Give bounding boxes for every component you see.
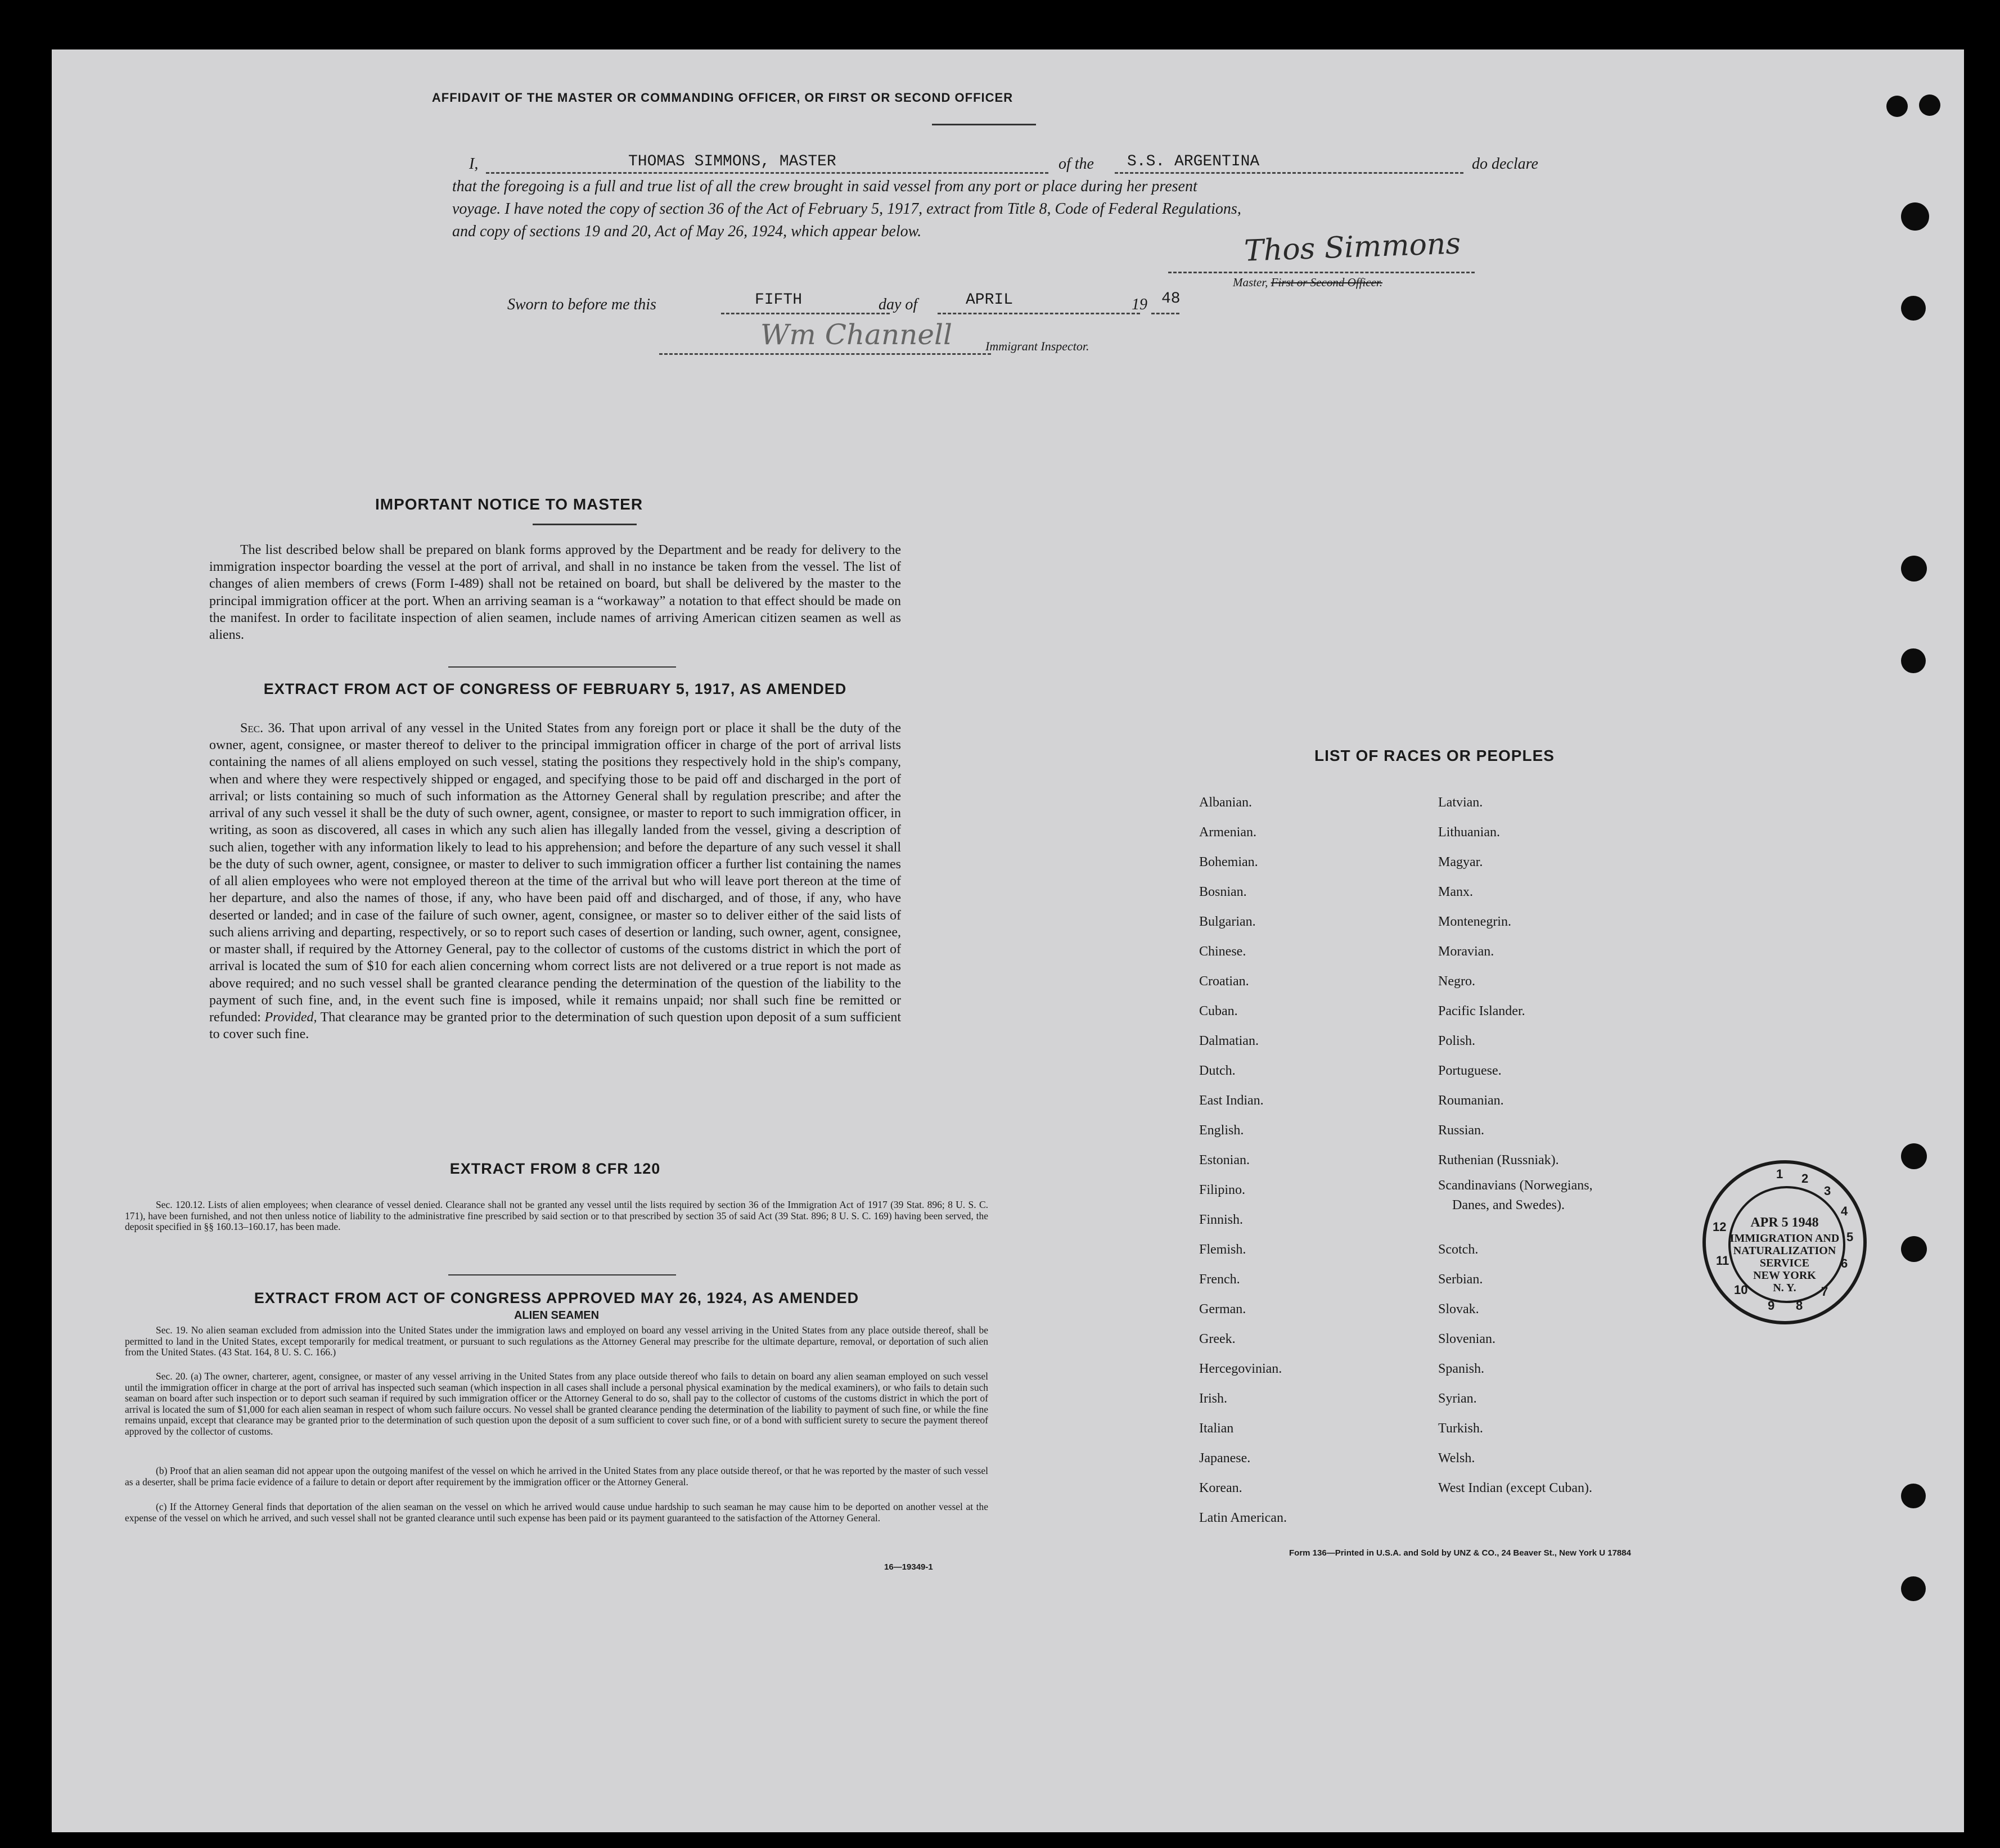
binder-hole [1901,1484,1926,1508]
binder-hole [1901,1236,1927,1262]
stamp-ring-number: 2 [1801,1171,1809,1186]
races-left-column [1199,788,1287,1533]
races-right-column [1438,788,1593,1503]
race-item: Irish. [1199,1391,1227,1406]
race-item: Bosnian. [1199,885,1247,899]
form-code: 16—19349-1 [884,1562,933,1572]
race-item: Croatian. [1199,974,1249,989]
year-prefix: 19 [1132,296,1147,313]
race-item: Greek. [1199,1332,1236,1346]
race-item: Hercegovinian. [1199,1362,1282,1376]
title-underline [932,124,1036,125]
race-item: Finnish. [1199,1213,1244,1227]
notice-title-rule [533,524,637,525]
race-item: Dutch. [1199,1063,1236,1078]
affidavit-title: AFFIDAVIT OF THE MASTER OR COMMANDING OFFICER, OR FIRST OR SECOND OFFICER [431,91,1013,105]
extract-1924-sec19: Sec. 19. No alien seaman excluded from admission into the United States under the immigration laws and employed on board any vessel arriving in the United States from any place outside thereof, shall be permitted to land in the United States, except temporarily for medical treatment, or pursuant to such regulations as the Attorney General may prescribe for the ultimate departure, removal, or deportation of such alien from the United States. (43 Stat. 164, 8 U. S. C. 166.) [125,1324,988,1358]
stamp-line-1: IMMIGRATION AND [1729,1232,1840,1245]
printer-note: Form 136—Printed in U.S.A. and Sold by UNZ & CO., 24 Beaver St., New York U 17884 [1289,1548,1631,1558]
extract-1924-sec20c: (c) If the Attorney General finds that deportation of the alien seaman on the vessel on which he arrived would cause undue hardship to such seaman he may cause him to be deported on another vessel at the expense of the vessel on which he arrived, and such vessel shall not be granted clearance until such expense has been paid or its payment guaranteed to the satisfaction of the Attorney General. [125,1501,988,1524]
affidavit-i: I, [469,155,479,173]
extract-1924-sec20a: Sec. 20. (a) The owner, charterer, agent, consignee, or master of any vessel arriving in the United States from any place outside thereof who fails to detain on board any alien seaman employed on such vessel until the immigration officer in charge at the port of arrival has inspected such seaman (which inspection in all cases shall include a personal physical examination by the medical examiners), or who fails to detain such seaman on board after such inspection or to deport such seaman if required by such immigration officer or the Attorney General to do so, shall pay to the collector of customs of the customs district in which the port of arrival is located the sum of $1,000 for each alien seaman in respect of whom such failure occurs. No vessel shall be granted clearance pending the determination of the liability to payment of such fine, or while the fine remains unpaid, except that clearance may be granted prior to the determination of such question upon the deposit of a sum sufficient to cover such fine, or of a bond with sufficient surety to secure the payment thereof approved by the collector of customs. [125,1371,988,1437]
sworn-label: Sworn to before me this [507,296,656,313]
binder-hole [1901,648,1926,673]
race-item: Danes, and Swedes). [1452,1198,1565,1213]
stamp-line-2: NATURALIZATION [1733,1245,1836,1257]
race-item: Polish. [1438,1034,1476,1048]
extract-1917-provided-tail: That clearance may be granted prior to the determination of such question upon deposit of a sum sufficient to cover such fine. [209,1009,901,1042]
extract-1917-text: That upon arrival of any vessel in the United States from any foreign port or place it shall be the duty of the owner, agent, consignee, or master thereof to deliver to the principal immigration officer in charge of the port of arrival lists containing the names of all aliens employed on such vessel, stating the positions they respectively hold in the ship's company, when and where they were respectively shipped or engaged, and specifying those to be paid off and discharged in the port of arrival; or lists containing so much of such information as the Attorney General shall by regulation prescribe; and after the arrival of any such vessel it shall be the duty of such owner, agent, consignee, or master to report to such immigration officer, in writing, as soon as discovered, all cases in which any such alien has illegally landed from the vessel, giving a description of such alien, together with any information likely to lead to his apprehension; and before the departure of any such vessel it shall be the duty of such owner, agent, consignee, or master to deliver to such immigration officer a further list containing the names of all alien employees who were not employed thereon at the time of the arrival but who will leave port thereon at the time of her departure, and also the names of those, if any, who have been paid off and discharged, and of those, if any, who have deserted or landed; and in case of the failure of such owner, agent, consignee, or master so to deliver either of the said lists of such aliens arriving and departing, respectively, or so to report such cases of desertion or landing, such owner, agent, consignee, or master shall, if required by the Attorney General, pay to the collector of customs of the customs district in which the port of arrival is located the sum of $10 for each alien concerning whom correct lists are not delivered or a true report is not made as above required; and no such vessel shall be granted clearance pending the determination of the question of the liability to the payment of such fine, and, in the event such fine is imposed, while it remains unpaid; nor shall such fine be remitted or refunded: [209,721,901,1025]
race-item: Chinese. [1199,944,1246,959]
stamp-ring-number: 12 [1713,1220,1727,1234]
race-item: Ruthenian (Russniak). [1438,1153,1559,1168]
extract-1924-title: EXTRACT FROM ACT OF CONGRESS APPROVED MAY 26, 1924, AS AMENDED [254,1290,859,1306]
race-item: Montenegrin. [1438,914,1511,929]
binder-hole [1901,202,1929,231]
stamp-ring-number: 10 [1734,1283,1748,1297]
sworn-month: APRIL [966,291,1013,309]
master-caption-master: Master, [1233,276,1268,289]
binder-hole [1901,1576,1926,1601]
race-item: English. [1199,1123,1244,1138]
cfr-body: Sec. 120.12. Lists of alien employees; when clearance of vessel denied. Clearance shall not be granted any vessel until the lists required by section 36 of the Immigration Act of 1917 (39 Stat. 896; 8 U. S. C. 171), have been furnished, and not then unless notice of liability to the administrative fine prescribed by said section or to that prescribed by section 35 of said Act (39 Stat. 896; 8 U. S. C. 169) having been served, the deposit specified in §§ 160.13–160.17, has been made. [125,1199,988,1233]
race-item: Latin American. [1199,1511,1287,1525]
extract-1917-provided: Provided, [264,1009,317,1025]
race-item: Turkish. [1438,1421,1483,1436]
of-the-label: of the [1058,155,1094,173]
master-signature: Thos Simmons [1244,227,1461,268]
race-item: East Indian. [1199,1093,1264,1108]
race-item: French. [1199,1272,1240,1287]
extract-1924-sec20b: (b) Proof that an alien seaman did not appear upon the outgoing manifest of the vessel on which he arrived in the United States from any place outside thereof, or that he was reported by the master of such vessel as a deserter, shall be prima facie evidence of a failure to detain or deport after requirement by the immigration officer or the Attorney General. [125,1465,988,1488]
race-item: Slovenian. [1438,1332,1496,1346]
race-item: Bulgarian. [1199,914,1256,929]
race-item: Scandinavians (Norwegians, [1438,1178,1593,1193]
document-page [52,49,1964,1832]
race-item: Slovak. [1438,1302,1479,1317]
notice-divider [448,666,676,668]
stamp-line-5: N. Y. [1773,1282,1796,1294]
race-item: Albanian. [1199,795,1252,810]
extract-1924-subtitle: ALIEN SEAMEN [513,1309,600,1322]
stamp-ring-number: 9 [1768,1299,1775,1313]
extract-1917-body [209,720,901,1043]
binder-hole [1919,94,1940,116]
sworn-day: FIFTH [755,291,803,309]
stamp-ring-number: 5 [1846,1230,1854,1244]
master-signature-line [1168,272,1475,273]
do-declare-label: do declare [1472,155,1538,173]
race-item: West Indian (except Cuban). [1438,1481,1592,1495]
vessel-name-line [1115,172,1463,174]
race-item: Latvian. [1438,795,1483,810]
race-item: Moravian. [1438,944,1494,959]
stamp-ring-number: 8 [1796,1299,1803,1313]
inspector-signature: Wm Channell [760,318,952,351]
races-title: LIST OF RACES OR PEOPLES [1314,747,1555,764]
stamp-ring-number: 6 [1841,1256,1848,1270]
race-item: Filipino. [1199,1183,1246,1197]
master-caption-struck: First or Second Officer. [1271,276,1382,289]
binder-hole [1901,1143,1927,1169]
year-line [1151,313,1179,314]
race-item: German. [1199,1302,1246,1317]
year-suffix: 48 [1161,290,1181,308]
affidavit-body-line-2: voyage. I have noted the copy of section 36 of the Act of February 5, 1917, extract from Title 8, Code of Federal Regulations, [452,200,1241,218]
stamp-line-3: SERVICE [1759,1257,1810,1269]
affidavit-body-line-3: and copy of sections 19 and 20, Act of May 26, 1924, which appear below. [452,223,922,240]
affidavit-body-line-1: that the foregoing is a full and true list of all the crew brought in said vessel from any port or place during her present [452,178,1197,195]
cfr-title: EXTRACT FROM 8 CFR 120 [449,1160,661,1177]
race-item: Armenian. [1199,825,1256,840]
race-item: Portuguese. [1438,1063,1502,1078]
race-item: Serbian. [1438,1272,1483,1287]
stamp-ring-number: 1 [1776,1167,1783,1181]
race-item: Japanese. [1199,1451,1251,1466]
extract-1917-title: EXTRACT FROM ACT OF CONGRESS OF FEBRUARY 5, 1917, AS AMENDED [263,680,847,697]
race-item: Scotch. [1438,1242,1479,1257]
master-name-line [486,172,1048,174]
race-item: Cuban. [1199,1004,1238,1018]
inspector-caption: Immigrant Inspector. [985,339,1089,353]
race-item: Syrian. [1438,1391,1477,1406]
race-item: Manx. [1438,885,1473,899]
notice-body: The list described below shall be prepared on blank forms approved by the Department and be ready for delivery to the immigration inspector boarding the vessel at the port of arrival, and shall in no instance be taken from the vessel. The list of changes of alien members of crews (Form I-489) shall not be retained on board, but shall be delivered by the master to the principal immigration officer at the port. When an arriving seaman is a “workaway” a notation to that effect should be made on the manifest. In order to facilitate inspection of alien seamen, include names of arriving American citizen seamen as well as aliens. [209,543,901,643]
sworn-day-line [721,313,890,314]
binder-hole [1901,556,1927,582]
race-item: Welsh. [1438,1451,1475,1466]
stamp-date: APR 5 1948 [1750,1215,1819,1230]
sworn-month-line [938,313,1140,314]
extract-1917-sec-label: Sec. 36. [240,721,285,736]
race-item: Flemish. [1199,1242,1246,1257]
stamp-line-4: NEW YORK [1753,1269,1816,1282]
race-item: Roumanian. [1438,1093,1504,1108]
binder-hole [1901,296,1926,321]
race-item: Spanish. [1438,1362,1485,1376]
immigration-stamp [1702,1160,1867,1324]
race-item: Italian [1199,1421,1234,1436]
race-item: Lithuanian. [1438,825,1500,840]
race-item: Negro. [1438,974,1475,989]
stamp-ring-number: 4 [1841,1204,1848,1218]
day-of-label: day of [879,296,918,313]
binder-hole [1886,96,1908,117]
race-item: Dalmatian. [1199,1034,1259,1048]
notice-title: IMPORTANT NOTICE TO MASTER [375,495,643,513]
master-caption [1233,276,1382,290]
race-item: Pacific Islander. [1438,1004,1525,1018]
cfr-divider [448,1274,676,1275]
stamp-ring-number: 7 [1821,1284,1828,1299]
race-item: Korean. [1199,1481,1242,1495]
race-item: Estonian. [1199,1153,1250,1168]
race-item: Magyar. [1438,855,1483,869]
stamp-ring-number: 11 [1716,1254,1729,1268]
master-name: THOMAS SIMMONS, MASTER [628,153,836,170]
race-item: Russian. [1438,1123,1485,1138]
stamp-ring-number: 3 [1824,1184,1831,1198]
vessel-name: S.S. ARGENTINA [1127,153,1260,170]
inspector-line [659,353,991,355]
race-item: Bohemian. [1199,855,1258,869]
